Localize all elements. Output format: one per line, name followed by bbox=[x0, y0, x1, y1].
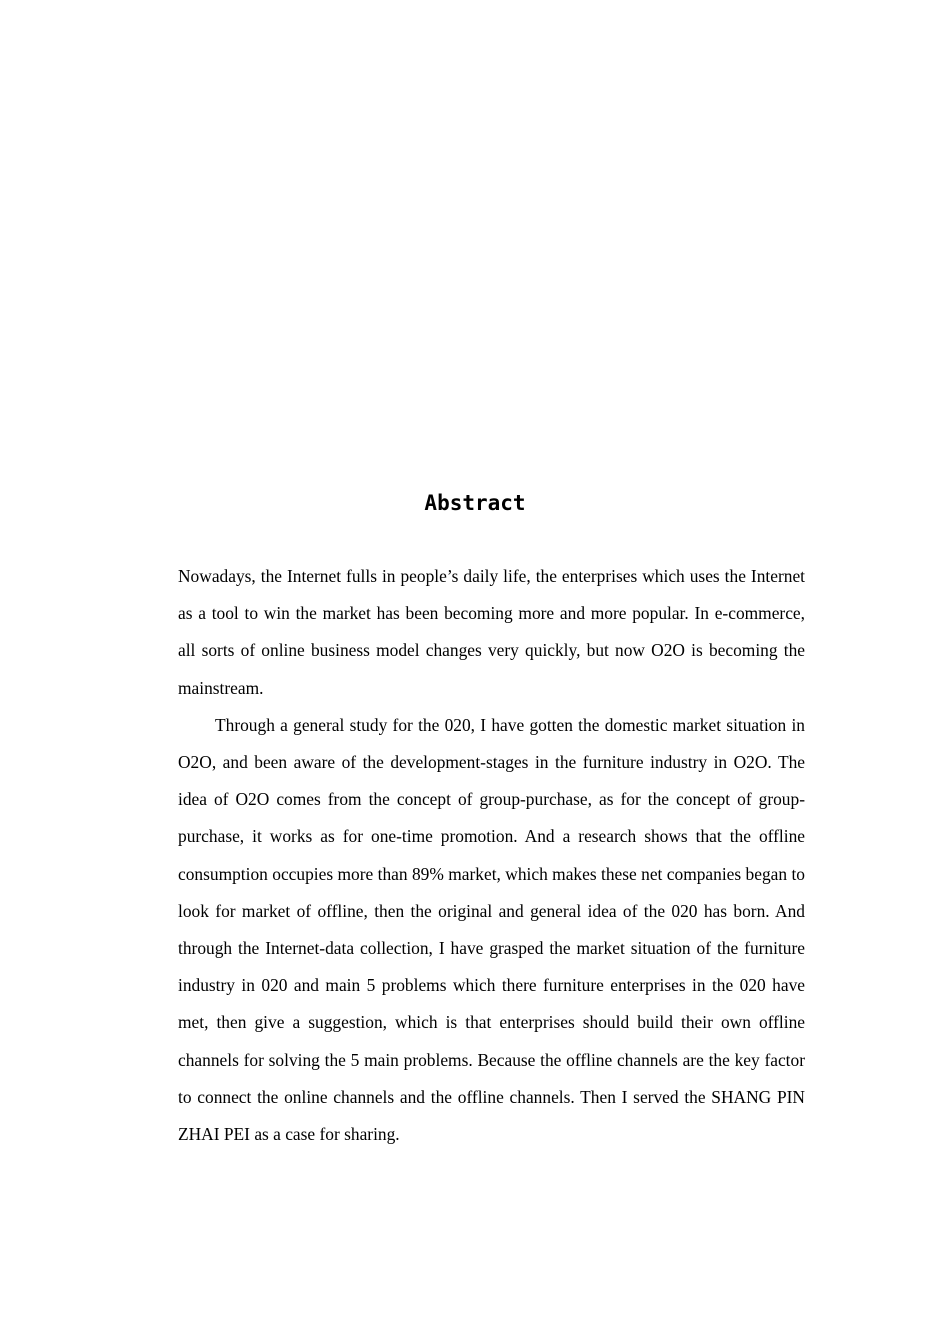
abstract-paragraph-1: Nowadays, the Internet fulls in people’s daily life, the enterprises which uses the Internet as a tool to win the market has been becoming more and more popular. In e-commerce, all sorts of online business model changes very quickly, but now O2O is becoming the mainstream. bbox=[178, 566, 805, 698]
abstract-heading: Abstract bbox=[424, 491, 526, 515]
abstract-body bbox=[178, 558, 805, 1153]
abstract-paragraph-2: Through a general study for the 020, I have gotten the domestic market situation in O2O, and been aware of the development-stages in the furniture industry in O2O. The idea of O2O comes from the concept of group-purchase, as for the concept of group-purchase, it works as for one-time promotion. And a research shows that the offline consumption occupies more than 89% market, which makes these net companies began to look for market of offline, then the original and general idea of the 020 has born. And through the Internet-data collection, I have grasped the market situation of the furniture industry in 020 and main 5 problems which there furniture enterprises in the 020 have met, then give a suggestion, which is that enterprises should build their own offline channels for solving the 5 main problems. Because the offline channels are the key factor to connect the online channels and the offline channels. Then I served the SHANG PIN ZHAI PEI as a case for sharing. bbox=[178, 714, 805, 1145]
